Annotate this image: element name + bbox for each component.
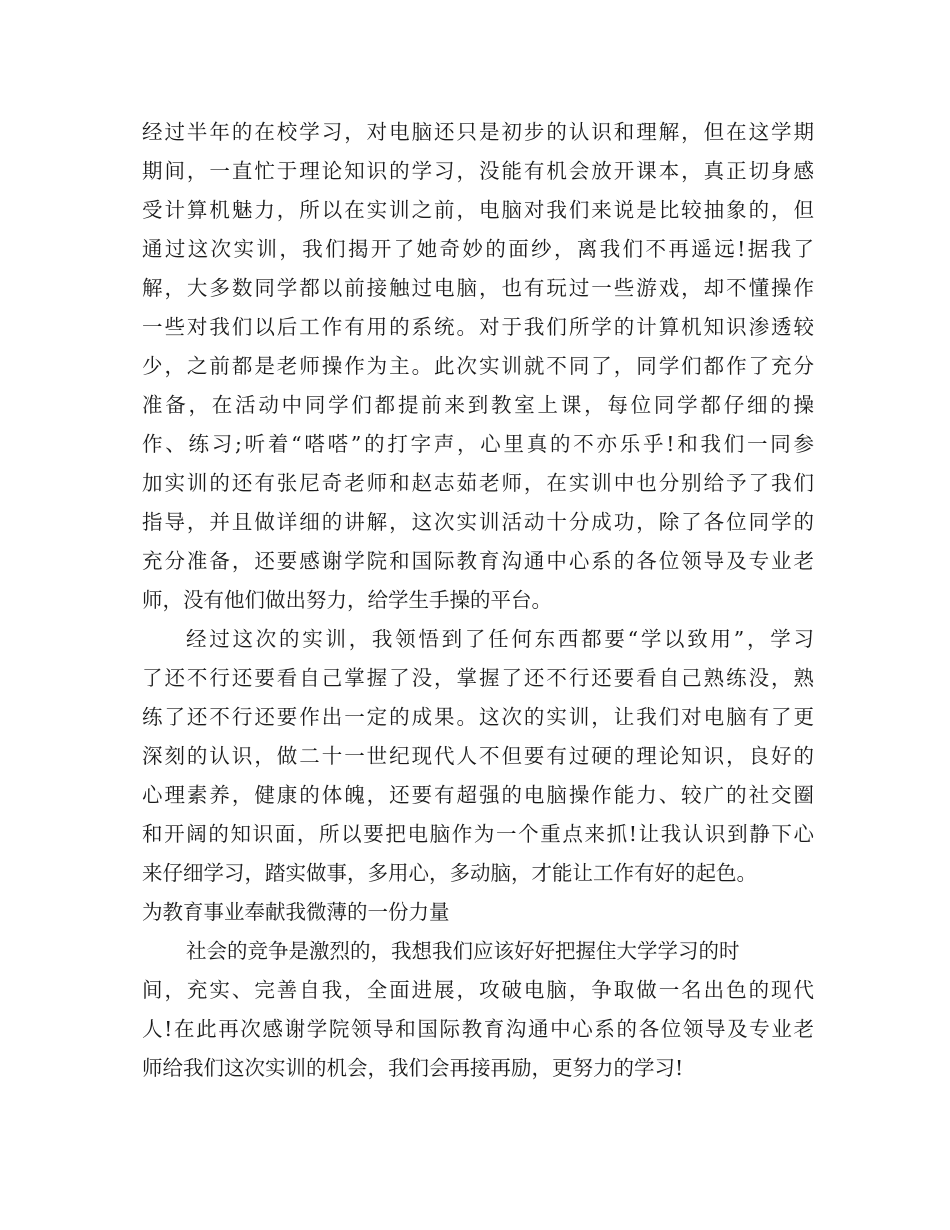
paragraph-line: 指导，并且做详细的讲解，这次实训活动十分成功，除了各位同学的 bbox=[142, 510, 814, 534]
document-body bbox=[142, 113, 814, 1088]
paragraph-3 bbox=[142, 932, 814, 1088]
paragraph-line: 通过这次实训，我们揭开了她奇妙的面纱，离我们不再遥远!据我了 bbox=[142, 237, 814, 261]
paragraph-line: 间，充实、完善自我，全面进展，攻破电脑，争取做一名出色的现代 bbox=[142, 978, 814, 1002]
paragraph-line: 加实训的还有张尼奇老师和赵志茹老师，在实训中也分别给予了我们 bbox=[142, 471, 814, 495]
paragraph-line: 师给我们这次实训的机会，我们会再接再励，更努力的学习! bbox=[142, 1056, 684, 1080]
paragraph-line: 受计算机魅力，所以在实训之前，电脑对我们来说是比较抽象的，但 bbox=[142, 198, 814, 222]
paragraph-line: 了还不行还要看自己掌握了没，掌握了还不行还要看自己熟练没，熟 bbox=[142, 666, 814, 690]
paragraph-line: 社会的竞争是激烈的，我想我们应该好好把握住大学学习的时 bbox=[186, 939, 740, 963]
paragraph-1 bbox=[142, 113, 814, 620]
paragraph-line: 经过半年的在校学习，对电脑还只是初步的认识和理解，但在这学期 bbox=[142, 120, 814, 144]
paragraph-line: 为教育事业奉献我微薄的一份力量 bbox=[142, 900, 450, 924]
paragraph-line: 心理素养，健康的体魄，还要有超强的电脑操作能力、较广的社交圈 bbox=[142, 783, 814, 807]
paragraph-line: 少，之前都是老师操作为主。此次实训就不同了，同学们都作了充分 bbox=[142, 354, 814, 378]
paragraph-line: 作、练习;听着“嗒嗒”的打字声，心里真的不亦乐乎!和我们一同参 bbox=[142, 432, 814, 456]
paragraph-line: 深刻的认识，做二十一世纪现代人不但要有过硬的理论知识，良好的 bbox=[142, 744, 814, 768]
paragraph-line: 一些对我们以后工作有用的系统。对于我们所学的计算机知识渗透较 bbox=[142, 315, 814, 339]
paragraph-line: 经过这次的实训，我领悟到了任何东西都要“学以致用”，学习 bbox=[186, 627, 814, 651]
paragraph-2 bbox=[142, 620, 814, 932]
paragraph-line: 练了还不行还要作出一定的成果。这次的实训，让我们对电脑有了更 bbox=[142, 705, 814, 729]
paragraph-line: 解，大多数同学都以前接触过电脑，也有玩过一些游戏，却不懂操作 bbox=[142, 276, 814, 300]
paragraph-line: 师，没有他们做出努力，给学生手操的平台。 bbox=[142, 588, 552, 612]
paragraph-line: 来仔细学习，踏实做事，多用心，多动脑，才能让工作有好的起色。 bbox=[142, 861, 757, 885]
paragraph-line: 人!在此再次感谢学院领导和国际教育沟通中心系的各位领导及专业老 bbox=[142, 1017, 814, 1041]
paragraph-line: 准备，在活动中同学们都提前来到教室上课，每位同学都仔细的操 bbox=[142, 393, 814, 417]
paragraph-line: 期间，一直忙于理论知识的学习，没能有机会放开课本，真正切身感 bbox=[142, 159, 814, 183]
paragraph-line: 和开阔的知识面，所以要把电脑作为一个重点来抓!让我认识到静下心 bbox=[142, 822, 814, 846]
paragraph-line: 充分准备，还要感谢学院和国际教育沟通中心系的各位领导及专业老 bbox=[142, 549, 814, 573]
